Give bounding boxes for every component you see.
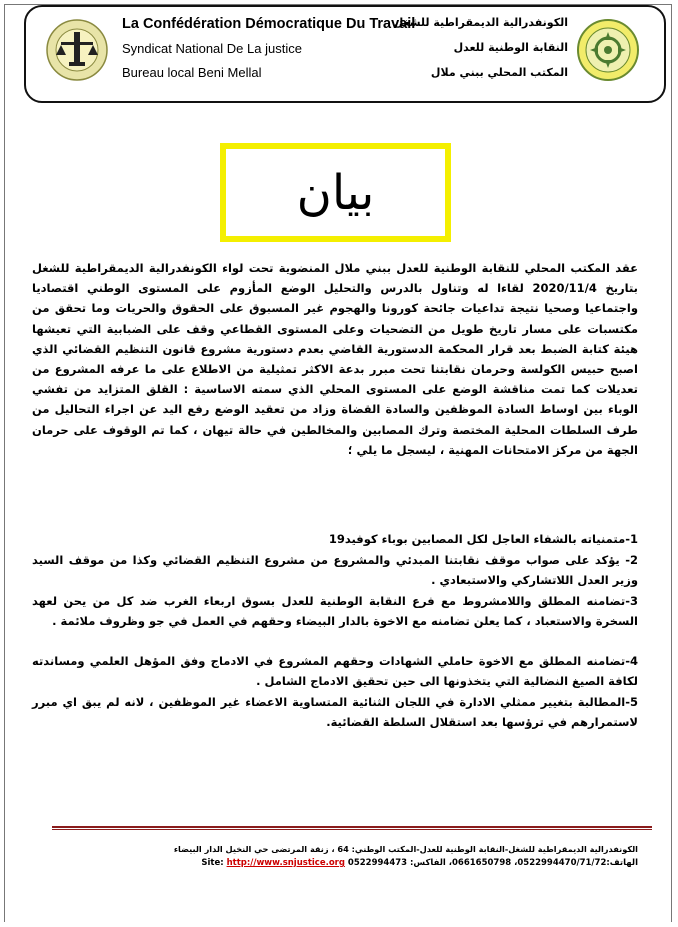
local-office-ar: المكتب المحلي ببني ملال [430,66,568,79]
footer-divider [52,826,652,828]
site-label: Site: [201,858,224,868]
list-item: 1-متمنياته بالشفاء العاجل لكل المصابين بوباء كوفيد19 [328,532,638,546]
local-office-fr: Bureau local Beni Mellal [122,65,262,80]
footer-phones: الهاتف:0522994470/71/72، 0661650798، الفاكس: 0522994473 [347,858,638,868]
title-frame [220,143,451,242]
cdt-logo [576,18,640,82]
footer-contact [201,858,638,868]
org-name-fr: La Confédération Démocratique Du Travail [122,16,416,32]
list-item: 2- يؤكد على صواب موقف نقابتنا المبدئي والمشروع من مشروع التنظيم القضائي وكذا من موقف السيد وزير العدل اللاتشاركي والاستبعادي . [32,553,638,588]
footer-address: الكونفدرالية الديمقراطية للشغل-النقابة الوطنية للعدل-المكتب الوطني: 64 ، زنقة المرتضى حي النخيل الدار البيضاء [173,844,638,854]
site-link[interactable]: http://www.snjustice.org [226,858,345,868]
org-name-ar: الكونفدرالية الديمقراطية للشغل [393,16,568,29]
syndicate-name-fr: Syndicat National De La justice [122,41,302,56]
statement-body: عقد المكتب المحلي للنقابة الوطنية للعدل ببني ملال المنضوية تحت لواء الكونفدرالية الديمقراطية للشغل بتاريخ 2020/11/4 لقاءا له وتناول بالدرس والتحليل الوضع المأزوم على المستوى الوطني اقتصاديا واجتماعيا وصحيا نتيجة تداعيات جائحة كورونا والهجوم غير المسبوق على الحقوق والحريات وما تحقق من مكتسبات على مسار تاريخ طويل من التضحيات وعلى المستوى القطاعي وقف على الضبابية التي تعيشها هيئة كتابة الضبط بعد قرار المحكمة الدستورية القاضي بعدم دستورية مشروع قانون التنظيم القضائي الذي اصبح حبيس الكولسة وحرمان نقابتنا تحت مبرر بدعة الاكثر تمثيلية من الاطلاع على ما عرفه المشروع من تعديلات كما تمت مناقشة الوضع على المستوى المحلي الذي سمته الاساسية : القلق المتزايد من تفشي الوباء بين اوساط السادة الموظفين والسادة القضاة وزاد من تعقيد الوضع رفع اليد عن اجراء التحاليل من طرف السلطات المحلية المختصة وترك المصابين والمخالطين في حالة تيهان ، كما تم الوقوف على حرمان الجهة من مركز الامتحانات المهنية ، ليسجل ما يلي ؛ [32,261,639,457]
list-item: 4-تضامنه المطلق مع الاخوة حاملي الشهادات وحقهم المشروع في الادماج وفق المؤهل العلمي ومساندته لكافة الصيغ النضالية التي يتخذونها الى حين تحقيق الادماج الشامل . [32,654,638,689]
page-frame [4,4,672,922]
syndicate-name-ar: النقابة الوطنية للعدل [453,41,568,54]
document-title: بيان [296,164,375,221]
footer-divider [52,829,652,830]
list-item: 5-المطالبة بتغيير ممثلي الادارة في اللجان الثنائية المتساوية الاعضاء غير الموظفين ، لانه لم يبق اي مبرر لاستمرارهم في ترؤسها بعد استقلال السلطة القضائية. [32,695,638,730]
union-logo [45,18,109,82]
list-item: 3-تضامنه المطلق واللامشروط مع فرع النقابة الوطنية للعدل بسوق اربعاء الغرب ضد كل من يحن لعهد السخرة والاستعباد ، كما يعلن تضامنه مع الاخوة بالدار البيضاء وحقهم في العمل في جو وظروف ملائمة . [32,594,638,629]
